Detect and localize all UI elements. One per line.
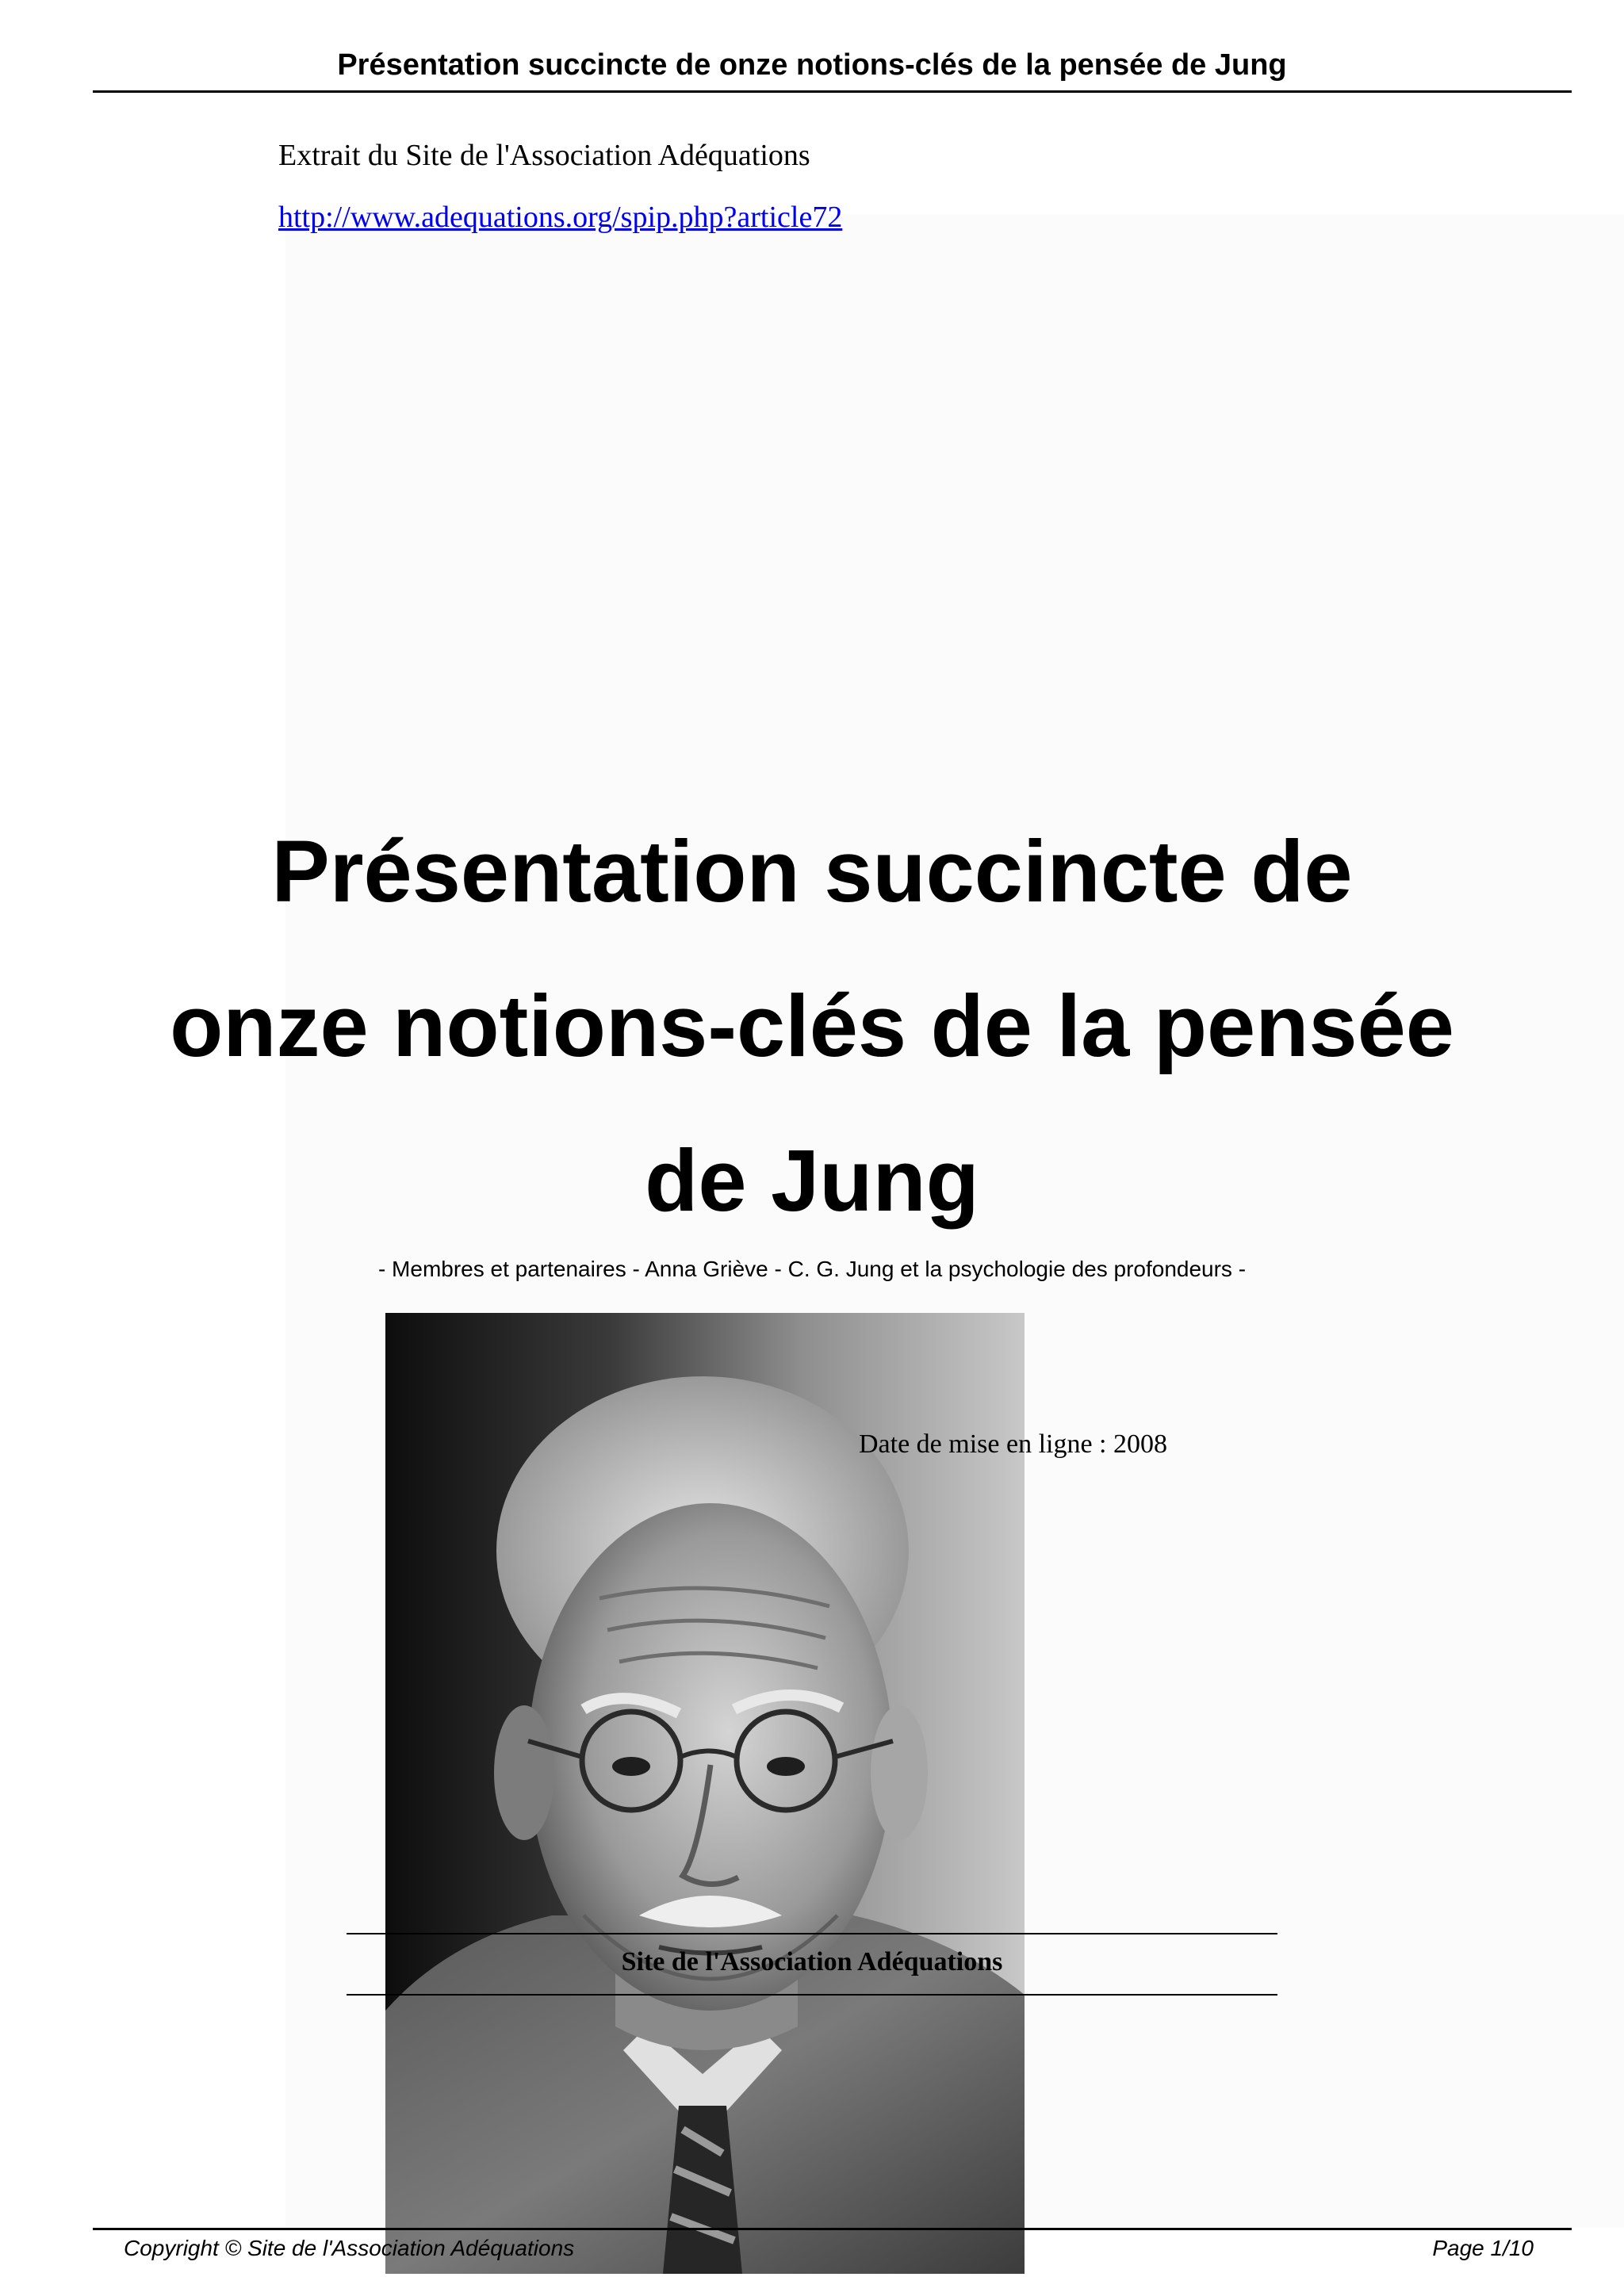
breadcrumb: - Membres et partenaires - Anna Griève - C. G. Jung et la psychologie des profondeurs - [377, 1257, 1247, 1281]
site-name-divider-top [347, 1933, 1277, 1934]
article-title-line: onze notions-clés de la pensée [170, 978, 1454, 1075]
source-url-link[interactable]: http://www.adequations.org/spip.php?article72 [278, 201, 843, 234]
site-name: Site de l'Association Adéquations [621, 1947, 1003, 1976]
header-divider [93, 90, 1572, 93]
article-title-line: de Jung [645, 1132, 979, 1230]
extract-label: Extrait du Site de l'Association Adéquations [278, 139, 810, 172]
site-name-divider-bottom [347, 1994, 1277, 1996]
footer-divider [93, 2228, 1572, 2230]
footer-page-number: Page 1/10 [1432, 2236, 1534, 2260]
footer-copyright: Copyright © Site de l'Association Adéquations [124, 2236, 575, 2260]
publication-date: Date de mise en ligne : 2008 [859, 1429, 1168, 1459]
running-header-title: Présentation succincte de onze notions-clés de la pensée de Jung [337, 48, 1287, 82]
article-title-line: Présentation succincte de [271, 823, 1353, 920]
article-title [119, 794, 1505, 1258]
